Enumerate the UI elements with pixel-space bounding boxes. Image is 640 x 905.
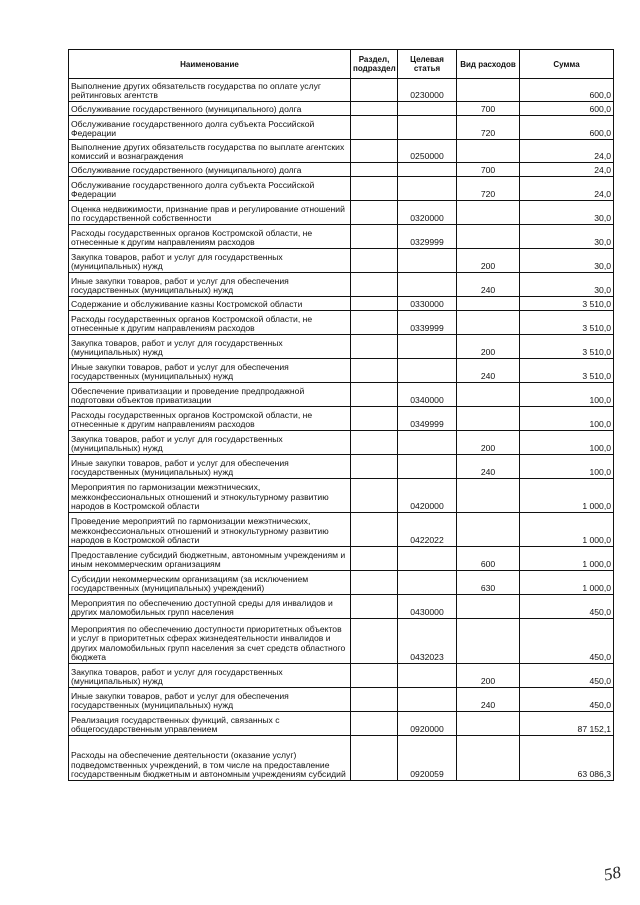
cell-target: 0430000 [398, 595, 457, 619]
cell-section [351, 116, 398, 140]
cell-sum: 100,0 [520, 407, 614, 431]
cell-kind: 720 [457, 116, 520, 140]
cell-name: Выполнение других обязательств государства по выплате агентских комиссий и вознаграждения [69, 140, 351, 163]
cell-target [398, 431, 457, 455]
cell-kind [457, 595, 520, 619]
cell-kind [457, 297, 520, 311]
cell-target [398, 455, 457, 479]
table-row [69, 177, 614, 201]
cell-name: Расходы на обеспечение деятельности (оказание услуг) подведомственных учреждений, в том числе на предоставление государственным бюджетным и автономным учреждениям субсидий [69, 736, 351, 781]
cell-target [398, 664, 457, 688]
cell-name: Обеспечение приватизации и проведение предпродажной подготовки объектов приватизации [69, 383, 351, 407]
cell-target: 0420000 [398, 479, 457, 513]
cell-sum: 100,0 [520, 455, 614, 479]
cell-target [398, 163, 457, 177]
cell-name: Оценка недвижимости, признание прав и регулирование отношений по государственной собственности [69, 201, 351, 225]
cell-sum: 100,0 [520, 431, 614, 455]
cell-kind: 720 [457, 177, 520, 201]
cell-sum: 30,0 [520, 273, 614, 297]
cell-name: Проведение мероприятий по гармонизации межэтнических, межконфессиональных отношений и этнокультурному развитию народов в Костромской области [69, 513, 351, 547]
cell-name: Расходы государственных органов Костромской области, не отнесенные к другим направлениям расходов [69, 225, 351, 249]
cell-target: 0250000 [398, 140, 457, 163]
cell-target: 0329999 [398, 225, 457, 249]
cell-sum: 1 000,0 [520, 571, 614, 595]
table-row [69, 479, 614, 513]
table-row [69, 201, 614, 225]
cell-sum: 600,0 [520, 116, 614, 140]
cell-target: 0320000 [398, 201, 457, 225]
cell-sum: 3 510,0 [520, 335, 614, 359]
cell-kind: 240 [457, 359, 520, 383]
cell-section [351, 335, 398, 359]
cell-section [351, 407, 398, 431]
cell-target [398, 571, 457, 595]
cell-kind: 240 [457, 455, 520, 479]
cell-name: Иные закупки товаров, работ и услуг для обеспечения государственных (муниципальных) нужд [69, 688, 351, 712]
table-row [69, 297, 614, 311]
cell-section [351, 163, 398, 177]
cell-section [351, 177, 398, 201]
table-row [69, 571, 614, 595]
cell-section [351, 431, 398, 455]
table-row [69, 79, 614, 102]
cell-section [351, 225, 398, 249]
table-row [69, 688, 614, 712]
cell-section [351, 712, 398, 736]
cell-section [351, 383, 398, 407]
cell-kind: 600 [457, 547, 520, 571]
cell-kind [457, 311, 520, 335]
table-row [69, 455, 614, 479]
cell-section [351, 571, 398, 595]
table-row [69, 335, 614, 359]
table-row [69, 712, 614, 736]
cell-name: Закупка товаров, работ и услуг для государственных (муниципальных) нужд [69, 249, 351, 273]
budget-table [68, 49, 614, 781]
cell-target [398, 547, 457, 571]
cell-name: Иные закупки товаров, работ и услуг для обеспечения государственных (муниципальных) нужд [69, 455, 351, 479]
table-row [69, 513, 614, 547]
table-row [69, 595, 614, 619]
table-row [69, 619, 614, 664]
cell-name: Закупка товаров, работ и услуг для государственных (муниципальных) нужд [69, 664, 351, 688]
table-row [69, 163, 614, 177]
cell-kind: 240 [457, 688, 520, 712]
cell-name: Иные закупки товаров, работ и услуг для обеспечения государственных (муниципальных) нужд [69, 273, 351, 297]
cell-kind [457, 225, 520, 249]
table-row [69, 736, 614, 781]
cell-target: 0920059 [398, 736, 457, 781]
cell-name: Обслуживание государственного долга субъекта Российской Федерации [69, 177, 351, 201]
cell-sum: 100,0 [520, 383, 614, 407]
cell-target: 0432023 [398, 619, 457, 664]
header-sum: Сумма [520, 50, 614, 79]
cell-name: Выполнение других обязательств государства по оплате услуг рейтинговых агентств [69, 79, 351, 102]
cell-target: 0349999 [398, 407, 457, 431]
cell-target: 0422022 [398, 513, 457, 547]
cell-section [351, 455, 398, 479]
cell-name: Иные закупки товаров, работ и услуг для обеспечения государственных (муниципальных) нужд [69, 359, 351, 383]
cell-sum: 24,0 [520, 140, 614, 163]
table-row [69, 225, 614, 249]
cell-sum: 3 510,0 [520, 311, 614, 335]
cell-section [351, 479, 398, 513]
table-header-row [69, 50, 614, 79]
cell-kind: 240 [457, 273, 520, 297]
page-number: 58 [602, 862, 623, 885]
cell-target [398, 273, 457, 297]
cell-name: Реализация государственных функций, связанных с общегосударственным управлением [69, 712, 351, 736]
cell-name: Расходы государственных органов Костромской области, не отнесенные к другим направлениям расходов [69, 407, 351, 431]
cell-name: Мероприятия по обеспечению доступности приоритетных объектов и услуг в приоритетных сферах жизнедеятельности инвалидов и других маломобильных групп населения за счет средств областного бюджета [69, 619, 351, 664]
cell-kind: 200 [457, 335, 520, 359]
cell-kind: 700 [457, 102, 520, 116]
cell-name: Обслуживание государственного долга субъекта Российской Федерации [69, 116, 351, 140]
header-kind: Вид расходов [457, 50, 520, 79]
cell-name: Закупка товаров, работ и услуг для государственных (муниципальных) нужд [69, 431, 351, 455]
cell-kind [457, 712, 520, 736]
table-row [69, 383, 614, 407]
cell-kind [457, 736, 520, 781]
cell-sum: 1 000,0 [520, 479, 614, 513]
cell-name: Содержание и обслуживание казны Костромской области [69, 297, 351, 311]
table-row [69, 102, 614, 116]
cell-name: Мероприятия по обеспечению доступной среды для инвалидов и других маломобильных групп населения [69, 595, 351, 619]
table-body [69, 79, 614, 781]
cell-sum: 450,0 [520, 619, 614, 664]
cell-target [398, 102, 457, 116]
cell-target [398, 249, 457, 273]
cell-sum: 450,0 [520, 664, 614, 688]
cell-target: 0920000 [398, 712, 457, 736]
cell-sum: 24,0 [520, 177, 614, 201]
cell-section [351, 102, 398, 116]
cell-name: Обслуживание государственного (муниципального) долга [69, 163, 351, 177]
table-row [69, 664, 614, 688]
table-row [69, 359, 614, 383]
table-row [69, 116, 614, 140]
cell-section [351, 547, 398, 571]
cell-section [351, 297, 398, 311]
cell-sum: 450,0 [520, 595, 614, 619]
table-row [69, 407, 614, 431]
table-row [69, 140, 614, 163]
cell-section [351, 249, 398, 273]
cell-sum: 30,0 [520, 201, 614, 225]
table-row [69, 249, 614, 273]
cell-sum: 87 152,1 [520, 712, 614, 736]
cell-sum: 30,0 [520, 225, 614, 249]
cell-kind: 200 [457, 431, 520, 455]
cell-kind: 630 [457, 571, 520, 595]
header-target: Целевая статья [398, 50, 457, 79]
cell-name: Обслуживание государственного (муниципального) долга [69, 102, 351, 116]
table-row [69, 431, 614, 455]
cell-sum: 30,0 [520, 249, 614, 273]
cell-section [351, 619, 398, 664]
cell-section [351, 311, 398, 335]
cell-section [351, 736, 398, 781]
cell-kind [457, 619, 520, 664]
cell-kind [457, 479, 520, 513]
cell-section [351, 273, 398, 297]
cell-kind [457, 140, 520, 163]
cell-section [351, 140, 398, 163]
cell-sum: 600,0 [520, 79, 614, 102]
cell-section [351, 201, 398, 225]
cell-section [351, 513, 398, 547]
cell-sum: 3 510,0 [520, 359, 614, 383]
cell-section [351, 359, 398, 383]
cell-target [398, 177, 457, 201]
cell-kind: 700 [457, 163, 520, 177]
cell-sum: 450,0 [520, 688, 614, 712]
cell-name: Мероприятия по гармонизации межэтнических, межконфессиональных отношений и этнокультурному развитию народов в Костромской области [69, 479, 351, 513]
cell-sum: 1 000,0 [520, 547, 614, 571]
cell-kind [457, 513, 520, 547]
header-name: Наименование [69, 50, 351, 79]
cell-name: Расходы государственных органов Костромской области, не отнесенные к другим направлениям расходов [69, 311, 351, 335]
cell-kind: 200 [457, 249, 520, 273]
cell-target: 0339999 [398, 311, 457, 335]
cell-section [351, 79, 398, 102]
cell-sum: 24,0 [520, 163, 614, 177]
table-row [69, 311, 614, 335]
cell-name: Предоставление субсидий бюджетным, автономным учреждениям и иным некоммерческим организациям [69, 547, 351, 571]
cell-section [351, 688, 398, 712]
table-row [69, 273, 614, 297]
cell-section [351, 595, 398, 619]
cell-sum: 3 510,0 [520, 297, 614, 311]
table-row [69, 547, 614, 571]
cell-sum: 63 086,3 [520, 736, 614, 781]
cell-target [398, 335, 457, 359]
cell-kind [457, 407, 520, 431]
cell-name: Закупка товаров, работ и услуг для государственных (муниципальных) нужд [69, 335, 351, 359]
cell-sum: 600,0 [520, 102, 614, 116]
cell-kind [457, 201, 520, 225]
cell-target [398, 116, 457, 140]
header-section: Раздел, подраздел [351, 50, 398, 79]
cell-target: 0330000 [398, 297, 457, 311]
cell-target: 0340000 [398, 383, 457, 407]
cell-target [398, 359, 457, 383]
cell-kind [457, 383, 520, 407]
cell-kind [457, 79, 520, 102]
cell-target [398, 688, 457, 712]
cell-kind: 200 [457, 664, 520, 688]
cell-name: Субсидии некоммерческим организациям (за исключением государственных (муниципальных) учреждений) [69, 571, 351, 595]
cell-sum: 1 000,0 [520, 513, 614, 547]
cell-section [351, 664, 398, 688]
cell-target: 0230000 [398, 79, 457, 102]
